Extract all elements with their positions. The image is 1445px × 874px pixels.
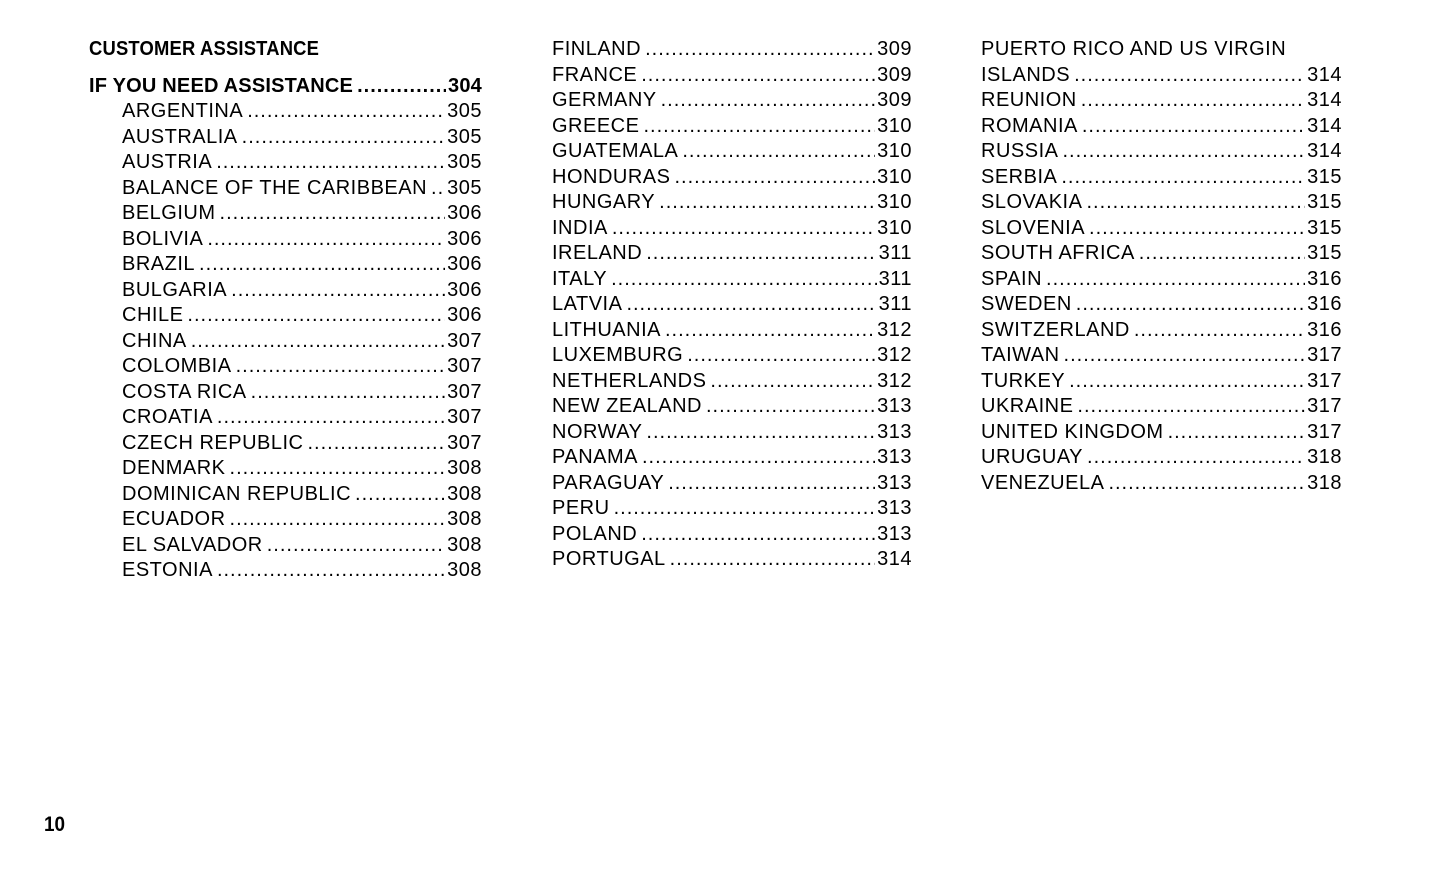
toc-entry-page: 317 <box>1307 420 1342 443</box>
toc-entry-page: 305 <box>447 176 482 199</box>
toc-entry-name: HONDURAS <box>552 165 671 188</box>
toc-entry[interactable] <box>981 139 1342 165</box>
dot-leader <box>267 533 445 559</box>
toc-entry-name: SWEDEN <box>981 293 1072 315</box>
dot-leader <box>1077 394 1305 420</box>
toc-entry-name: LATVIA <box>552 293 623 315</box>
toc-entry-page: 315 <box>1307 191 1342 213</box>
toc-entry-page: 314 <box>1307 63 1342 86</box>
toc-entry-name: ESTONIA <box>122 559 213 581</box>
toc-column-1 <box>89 37 482 584</box>
dot-leader <box>199 252 445 278</box>
toc-entry-page: 318 <box>1307 446 1342 468</box>
toc-entry[interactable] <box>552 190 912 216</box>
toc-entry[interactable] <box>89 227 482 253</box>
dot-leader <box>207 227 445 253</box>
toc-entry-page: 307 <box>447 355 482 377</box>
toc-entry-name: INDIA <box>552 216 608 239</box>
toc-entry-page: 308 <box>447 508 482 530</box>
toc-entry[interactable] <box>552 267 912 293</box>
toc-entry[interactable] <box>981 369 1342 395</box>
toc-entry-name: EL SALVADOR <box>122 533 263 556</box>
toc-entry[interactable] <box>552 445 912 471</box>
toc-entry[interactable] <box>89 558 482 584</box>
toc-entry-page: 312 <box>877 369 912 392</box>
toc-entry-page: 308 <box>447 559 482 581</box>
toc-entry-page: 314 <box>1307 114 1342 137</box>
toc-entry-page: 307 <box>447 431 482 454</box>
toc-entry-page: 310 <box>877 191 912 213</box>
toc-entry-page: 306 <box>447 278 482 301</box>
toc-entry-page: 306 <box>447 304 482 326</box>
dot-leader <box>247 99 445 125</box>
toc-entry-name: ITALY <box>552 267 608 290</box>
toc-entry-page: 315 <box>1307 216 1342 239</box>
dot-leader <box>611 267 877 293</box>
toc-entry-name: GREECE <box>552 114 640 137</box>
toc-entry-name: CZECH REPUBLIC <box>122 431 304 454</box>
toc-entry[interactable] <box>552 318 912 344</box>
toc-entry-page: 305 <box>447 100 482 122</box>
toc-entry[interactable] <box>552 369 912 395</box>
toc-entry-name: FINLAND <box>552 38 642 60</box>
toc-entry-page: 309 <box>877 38 912 60</box>
toc-entry[interactable] <box>89 354 482 380</box>
toc-entry[interactable] <box>89 380 482 406</box>
toc-entry-page: 311 <box>878 242 912 264</box>
toc-entry[interactable] <box>981 216 1342 242</box>
toc-entry[interactable] <box>981 318 1342 344</box>
toc-entry-page: 313 <box>877 420 912 443</box>
toc-entry[interactable] <box>552 37 912 63</box>
toc-entry-page: 313 <box>877 497 912 519</box>
dot-leader <box>236 354 446 380</box>
toc-entry-name: PARAGUAY <box>552 471 665 494</box>
dot-leader <box>687 343 875 369</box>
dot-leader <box>220 201 446 227</box>
dot-leader <box>230 507 446 533</box>
toc-entry-page: 308 <box>447 457 482 479</box>
toc-column-3 <box>981 37 1342 496</box>
toc-entry-name: REUNION <box>981 89 1077 111</box>
toc-entry[interactable] <box>89 176 482 202</box>
toc-entry[interactable] <box>981 445 1342 471</box>
dot-leader <box>1087 445 1305 471</box>
dot-leader <box>1046 267 1305 293</box>
dot-leader <box>1064 343 1306 369</box>
dot-leader <box>1139 241 1305 267</box>
toc-entry-name: FRANCE <box>552 63 638 86</box>
toc-entry-name: UNITED KINGDOM <box>981 420 1164 443</box>
toc-entry-page: 311 <box>878 293 912 315</box>
toc-entry[interactable] <box>89 252 482 278</box>
dot-leader <box>614 496 876 522</box>
dot-leader <box>1108 471 1305 497</box>
toc-entry[interactable] <box>552 496 912 522</box>
toc-entry-name: BRAZIL <box>122 253 196 275</box>
dot-leader <box>665 318 875 344</box>
dot-leader <box>187 303 445 329</box>
toc-entry-name: CHINA <box>122 329 187 352</box>
toc-entry[interactable] <box>981 343 1342 369</box>
dot-leader <box>1168 420 1306 446</box>
dot-leader <box>643 114 875 140</box>
toc-entry-name: IF YOU NEED ASSISTANCE <box>89 74 354 97</box>
toc-entry-name: BALANCE OF THE CARIBBEAN <box>122 176 428 199</box>
dot-leader <box>661 88 876 114</box>
dot-leader <box>641 63 875 89</box>
toc-entry-name: LUXEMBURG <box>552 344 684 366</box>
dot-leader <box>641 522 875 548</box>
toc-entry-name: NORWAY <box>552 420 643 443</box>
dot-leader <box>1089 216 1305 242</box>
toc-entry[interactable] <box>89 201 482 227</box>
toc-entry-name: CHILE <box>122 304 184 326</box>
toc-entry[interactable] <box>981 267 1342 293</box>
toc-entry[interactable] <box>552 88 912 114</box>
toc-entry[interactable] <box>981 114 1342 140</box>
toc-entry-page: 308 <box>447 482 482 505</box>
toc-entry-name: IRELAND <box>552 242 643 264</box>
dot-leader <box>1134 318 1305 344</box>
toc-entry-page: 307 <box>447 329 482 352</box>
toc-entry-page: 308 <box>447 533 482 556</box>
dot-leader <box>626 292 876 318</box>
dot-leader <box>646 420 875 446</box>
toc-entry-page: 313 <box>877 471 912 494</box>
toc-entry-name-continued: PUERTO RICO AND US VIRGIN <box>981 38 1287 60</box>
dot-leader <box>668 471 875 497</box>
dot-leader <box>191 329 445 355</box>
toc-entry-name: COLOMBIA <box>122 355 232 377</box>
toc-entry[interactable] <box>981 394 1342 420</box>
toc-entry-name: LITHUANIA <box>552 318 661 341</box>
dot-leader <box>357 74 446 100</box>
toc-list-column-3 <box>981 63 1342 497</box>
toc-entry-name: SLOVAKIA <box>981 191 1083 213</box>
toc-entry-name: TURKEY <box>981 369 1066 392</box>
toc-entry-page: 313 <box>877 522 912 545</box>
dot-leader <box>1062 139 1305 165</box>
dot-leader <box>1061 165 1305 191</box>
toc-entry[interactable] <box>552 63 912 89</box>
toc-entry-name: POLAND <box>552 522 638 545</box>
toc-entry[interactable] <box>89 303 482 329</box>
dot-leader <box>710 369 875 395</box>
toc-entry-name: URUGUAY <box>981 446 1084 468</box>
toc-entry[interactable] <box>89 456 482 482</box>
toc-entry[interactable] <box>981 88 1342 114</box>
toc-entry[interactable] <box>552 394 912 420</box>
dot-leader <box>1081 88 1305 114</box>
toc-entry-page: 315 <box>1307 242 1342 264</box>
toc-entry-page: 312 <box>877 344 912 366</box>
dot-leader <box>217 558 445 584</box>
dot-leader <box>1069 369 1305 395</box>
toc-entry-name: CROATIA <box>122 406 213 428</box>
toc-entry-name: PERU <box>552 497 610 519</box>
toc-entry[interactable] <box>981 190 1342 216</box>
toc-entry[interactable] <box>552 471 912 497</box>
dot-leader <box>706 394 875 420</box>
toc-entry[interactable] <box>552 139 912 165</box>
dot-leader <box>1082 114 1305 140</box>
toc-entry-page: 310 <box>877 216 912 239</box>
toc-entry-page: 316 <box>1307 293 1342 315</box>
toc-main-entry[interactable] <box>89 74 482 100</box>
toc-entry-page: 316 <box>1307 267 1342 290</box>
toc-entry[interactable] <box>552 420 912 446</box>
toc-entry-page: 317 <box>1307 344 1342 366</box>
toc-entry-name: ROMANIA <box>981 114 1078 137</box>
dot-leader <box>682 139 875 165</box>
toc-entry-name: NETHERLANDS <box>552 369 707 392</box>
toc-entry[interactable] <box>89 533 482 559</box>
toc-entry-name: ECUADOR <box>122 508 226 530</box>
dot-leader <box>217 405 445 431</box>
dot-leader <box>612 216 875 242</box>
toc-entry-name: DOMINICAN REPUBLIC <box>122 482 352 505</box>
toc-entry-name: NEW ZEALAND <box>552 395 702 417</box>
toc-entry[interactable] <box>89 150 482 176</box>
toc-entry[interactable] <box>552 216 912 242</box>
toc-entry[interactable] <box>981 63 1342 89</box>
toc-entry-name: BOLIVIA <box>122 227 204 250</box>
toc-entry-page: 305 <box>447 151 482 173</box>
toc-entry[interactable] <box>981 241 1342 267</box>
dot-leader <box>230 456 446 482</box>
toc-entry-page: 313 <box>877 446 912 468</box>
toc-entry-name: GERMANY <box>552 89 657 111</box>
dot-leader <box>1086 190 1305 216</box>
toc-entry-page: 317 <box>1307 369 1342 392</box>
dot-leader <box>646 241 876 267</box>
toc-entry-name: TAIWAN <box>981 344 1060 366</box>
toc-entry[interactable] <box>552 343 912 369</box>
toc-entry-name: HUNGARY <box>552 191 656 213</box>
toc-entry[interactable] <box>552 292 912 318</box>
toc-entry-name: BULGARIA <box>122 278 228 301</box>
toc-entry-name: SOUTH AFRICA <box>981 242 1135 264</box>
toc-entry-name: AUSTRALIA <box>122 125 238 148</box>
dot-leader <box>355 482 445 508</box>
dot-leader <box>251 380 445 406</box>
toc-entry-name: COSTA RICA <box>122 380 247 403</box>
toc-entry-page: 305 <box>447 125 482 148</box>
dot-leader <box>642 445 875 471</box>
toc-list-column-1 <box>89 99 482 584</box>
toc-entry[interactable] <box>89 278 482 304</box>
toc-entry-name: SWITZERLAND <box>981 318 1130 341</box>
dot-leader <box>674 165 875 191</box>
toc-entry-page: 310 <box>877 165 912 188</box>
toc-entry-name: PORTUGAL <box>552 548 666 570</box>
toc-entry-name: PANAMA <box>552 446 638 468</box>
toc-entry[interactable] <box>552 522 912 548</box>
toc-entry-name: AUSTRIA <box>122 151 213 173</box>
toc-entry-page: 314 <box>1307 89 1342 111</box>
toc-entry-page: 310 <box>877 114 912 137</box>
toc-entry-page: 306 <box>447 227 482 250</box>
dot-leader <box>670 547 875 573</box>
dot-leader <box>645 37 875 63</box>
toc-entry-page: 311 <box>878 267 912 290</box>
toc-entry-page: 309 <box>877 63 912 86</box>
toc-entry-page: 314 <box>877 548 912 570</box>
dot-leader <box>307 431 445 457</box>
toc-entry-page: 318 <box>1307 471 1342 494</box>
toc-entry-page: 304 <box>448 74 482 97</box>
toc-entry[interactable] <box>89 507 482 533</box>
toc-entry-name: UKRAINE <box>981 395 1074 417</box>
toc-entry-name: ISLANDS <box>981 63 1071 86</box>
toc-column-2 <box>552 37 912 573</box>
toc-entry-name: BELGIUM <box>122 202 216 224</box>
toc-entry[interactable] <box>981 420 1342 446</box>
dot-leader <box>431 176 445 202</box>
dot-leader <box>659 190 875 216</box>
toc-entry-page: 306 <box>447 253 482 275</box>
toc-entry[interactable] <box>89 99 482 125</box>
toc-entry[interactable] <box>552 165 912 191</box>
toc-entry-name: GUATEMALA <box>552 140 679 162</box>
toc-entry-page: 313 <box>877 395 912 417</box>
toc-entry[interactable] <box>981 292 1342 318</box>
toc-entry-page: 317 <box>1307 395 1342 417</box>
dot-leader <box>216 150 445 176</box>
toc-entry-page: 310 <box>877 140 912 162</box>
toc-entry[interactable] <box>89 329 482 355</box>
dot-leader <box>242 125 445 151</box>
section-title: CUSTOMER ASSISTANCE <box>89 38 320 60</box>
toc-entry-name: DENMARK <box>122 457 226 479</box>
page-number: 10 <box>44 813 66 836</box>
toc-entry[interactable] <box>89 125 482 151</box>
toc-entry-page: 316 <box>1307 318 1342 341</box>
toc-entry[interactable] <box>981 471 1342 497</box>
toc-entry-page: 314 <box>1307 140 1342 162</box>
toc-entry-page: 306 <box>447 202 482 224</box>
toc-list-column-2 <box>552 37 912 573</box>
toc-entry-page: 312 <box>877 318 912 341</box>
toc-entry-name: SERBIA <box>981 165 1058 188</box>
toc-entry[interactable] <box>89 431 482 457</box>
toc-entry[interactable] <box>552 114 912 140</box>
toc-entry-name: VENEZUELA <box>981 471 1105 494</box>
toc-entry-page: 315 <box>1307 165 1342 188</box>
toc-entry-page: 307 <box>447 406 482 428</box>
dot-leader <box>1076 292 1305 318</box>
toc-entry[interactable] <box>89 405 482 431</box>
toc-entry[interactable] <box>552 241 912 267</box>
dot-leader <box>1074 63 1305 89</box>
toc-entry-name: SLOVENIA <box>981 216 1086 239</box>
toc-entry-name: SPAIN <box>981 267 1043 290</box>
toc-entry-page: 307 <box>447 380 482 403</box>
toc-entry[interactable] <box>552 547 912 573</box>
toc-entry-name: ARGENTINA <box>122 100 244 122</box>
toc-entry-page: 309 <box>877 89 912 111</box>
dot-leader <box>231 278 445 304</box>
toc-entry-name: RUSSIA <box>981 140 1059 162</box>
toc-entry[interactable] <box>89 482 482 508</box>
toc-entry[interactable] <box>981 165 1342 191</box>
